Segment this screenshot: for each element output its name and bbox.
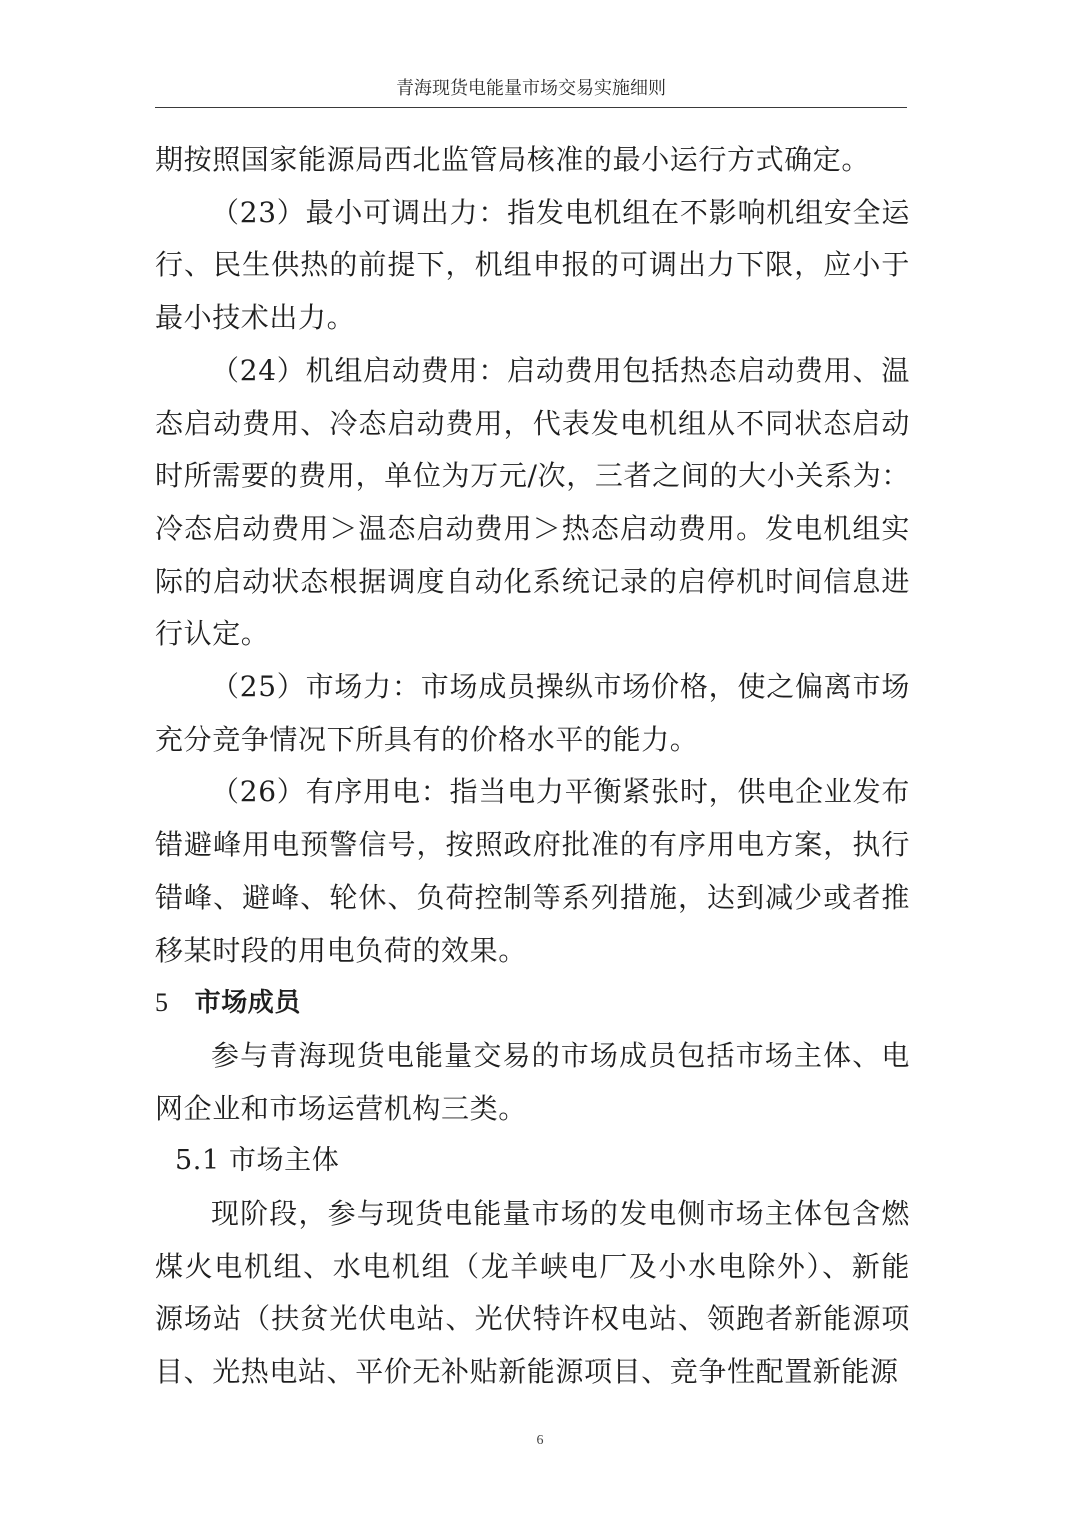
paragraph-market-entities: 现阶段，参与现货电能量市场的发电侧市场主体包含燃煤火电机组、水电机组（龙羊峡电厂及小水电除外）、新能源场站（扶贫光伏电站、光伏特许权电站、领跑者新能源项目、光热电站、平价无补贴新能源项目、竞争性配置新能源: [155, 1197, 910, 1389]
paragraph-continued: 期按照国家能源局西北监管局核准的最小运行方式确定。: [155, 143, 871, 176]
paragraph-section-intro: 参与青海现货电能量交易的市场成员包括市场主体、电网企业和市场运营机构三类。: [155, 1038, 910, 1125]
running-header: 青海现货电能量市场交易实施细则: [396, 78, 666, 99]
header-divider: [155, 107, 907, 108]
section-number: 5: [155, 988, 169, 1018]
section-title: 市场成员: [194, 988, 302, 1019]
page-number: 6: [536, 1433, 544, 1448]
document-body: [155, 134, 910, 1399]
section-heading-5: [155, 977, 910, 1030]
subsection-heading-5-1: 5.1 市场主体: [175, 1145, 340, 1177]
paragraph-item-25: （25）市场力：市场成员操纵市场价格，使之偏离市场充分竞争情况下所具有的价格水平的能力。: [155, 670, 910, 756]
paragraph-item-24: （24）机组启动费用：启动费用包括热态启动费用、温态启动费用、冷态启动费用，代表发电机组从不同状态启动时所需要的费用，单位为万元/次，三者之间的大小关系为：冷态启动费用＞温态启动费用＞热态启动费用。发电机组实际的启动状态根据调度自动化系统记录的启停机时间信息进行认定。: [155, 353, 910, 651]
paragraph-item-23: （23）最小可调出力：指发电机组在不影响机组安全运行、民生供热的前提下，机组申报的可调出力下限，应小于最小技术出力。: [155, 195, 910, 335]
paragraph-item-26: （26）有序用电：指当电力平衡紧张时，供电企业发布错避峰用电预警信号，按照政府批准的有序用电方案，执行错峰、避峰、轮休、负荷控制等系列措施，达到减少或者推移某时段的用电负荷的效果。: [155, 775, 910, 967]
